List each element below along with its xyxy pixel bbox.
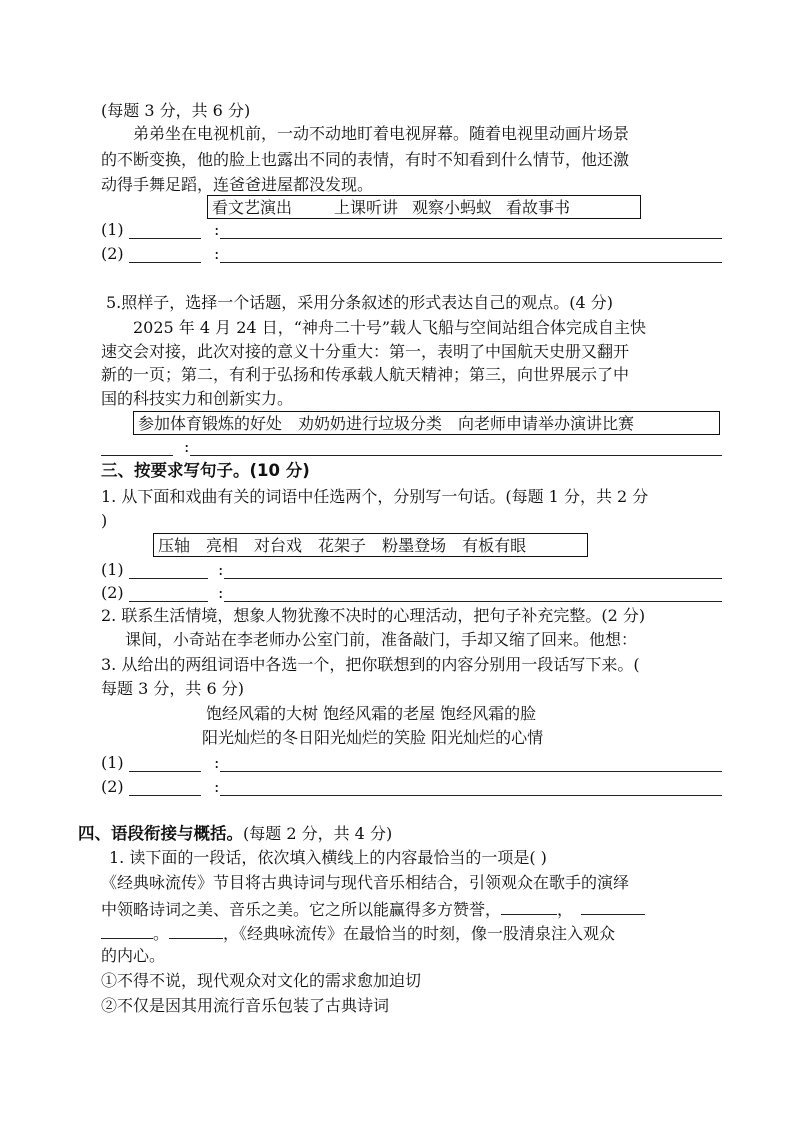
answer-blank-short[interactable]: [129, 262, 201, 263]
s4-q1-text: ，《经典咏流传》在最恰当的时刻，像一股清泉注入观众: [223, 924, 616, 943]
section-4-heading-row: [78, 823, 392, 845]
s3-q2-title: 2. 联系生活情境，想象人物犹豫不决时的心理活动，把句子补充完整。(2 分): [101, 606, 646, 625]
q5-topic: 向老师申请举办演讲比赛: [458, 414, 635, 433]
q4-score-note: (每题 3 分，共 6 分): [101, 101, 251, 120]
s4-q1-title: 1. 读下面的一段话，依次填入横线上的内容最恰当的一项是( ): [109, 848, 547, 867]
s4-q1-text: 中领略诗词之美、音乐之美。它之所以能赢得多方赞誉，: [101, 900, 502, 919]
answer-label: (1): [101, 220, 124, 239]
s4-option: ①不得不说，现代观众对文化的需求愈加迫切: [101, 971, 422, 990]
fill-blank-4[interactable]: [169, 921, 223, 939]
section-4-note: (每题 2 分，共 4 分): [243, 824, 393, 843]
q4-passage-line: 弟弟坐在电视机前，一动不动地盯着电视屏幕。随着电视里动画片场景: [133, 124, 630, 143]
answer-label: (1): [101, 560, 124, 579]
s3-q1-title: 1. 从下面和戏曲有关的词语中任选两个，分别写一句话。(每题 1 分，共 2 分: [101, 487, 649, 506]
answer-blank-short[interactable]: [129, 238, 201, 239]
answer-blank-short[interactable]: [129, 601, 208, 602]
answer-blank-short[interactable]: [129, 771, 201, 772]
s3-q3-group2: 阳光灿烂的冬日阳光灿烂的笑脸 阳光灿烂的心情: [202, 728, 544, 747]
q5-example-line: 速交会对接，此次对接的意义十分重大：第一，表明了中国航天史册又翻开: [101, 342, 630, 361]
answer-blank-short[interactable]: [129, 578, 208, 579]
q4-passage-line: 的不断变换，他的脸上也露出不同的表情，有时不知看到什么情节，他还激: [101, 150, 630, 169]
answer-label: (2): [101, 244, 124, 263]
colon: :: [214, 777, 220, 796]
colon: :: [218, 583, 224, 602]
q5-topics-box: [133, 411, 720, 435]
q4-option: 观察小蚂蚁: [412, 198, 493, 217]
s4-option: ②不仅是因其用流行音乐包装了古典诗词: [101, 996, 390, 1015]
q4-option: 看文艺演出: [212, 198, 293, 217]
q5-example-line: 新的一页；第二，有利于弘扬和传承载人航天精神；第三，向世界展示了中: [101, 365, 630, 384]
fill-blank-3[interactable]: [101, 921, 153, 939]
q5-topic: 参加体育锻炼的好处: [138, 414, 283, 433]
answer-blank[interactable]: [224, 578, 722, 579]
answer-blank-short[interactable]: [129, 795, 201, 796]
colon: :: [214, 753, 220, 772]
answer-blank-short[interactable]: [101, 455, 173, 456]
section-4-heading: 四、语段衔接与概括。: [78, 824, 243, 843]
opera-word: 粉墨登场: [382, 536, 447, 555]
colon: :: [184, 437, 190, 456]
s4-q1-paragraph-line: 的内心。: [101, 946, 166, 965]
fill-blank-2[interactable]: [581, 897, 645, 915]
opera-word: 花架子: [318, 536, 367, 555]
answer-label: (1): [101, 753, 124, 772]
opera-word: 有板有眼: [462, 536, 527, 555]
answer-blank[interactable]: [220, 238, 722, 239]
s3-q1-words-box: [153, 533, 588, 557]
answer-label: (2): [101, 583, 124, 602]
s3-q1-title-cont: ): [101, 511, 108, 530]
answer-blank[interactable]: [224, 601, 722, 602]
section-3-heading: 三、按要求写句子。(10 分): [101, 461, 310, 480]
s4-q1-paragraph-line: 。 ，《经典咏流传》在最恰当的时刻，像一股清泉注入观众: [101, 921, 615, 945]
q5-example-line: 2025 年 4 月 24 日，“神舟二十号”载人飞船与空间站组合体完成自主快: [133, 318, 647, 337]
s3-q3-title: 3. 从给出的两组词语中各选一个，把你联想到的内容分别用一段话写下来。(: [101, 655, 640, 674]
colon: :: [214, 220, 220, 239]
s3-q3-title-cont: 每题 3 分，共 6 分): [101, 679, 244, 698]
opera-word: 对台戏: [254, 536, 303, 555]
q4-passage-line: 动得手舞足蹈，连爸爸进屋都没发现。: [101, 175, 374, 194]
q5-title: 5.照样子，选择一个话题，采用分条叙述的形式表达自己的观点。(4 分): [106, 293, 614, 312]
opera-word: 亮相: [206, 536, 239, 555]
q5-example-line: 国的科技实力和创新实力。: [101, 389, 294, 408]
answer-label: (2): [101, 777, 124, 796]
colon: :: [214, 244, 220, 263]
q4-options-box: [207, 195, 641, 219]
answer-blank[interactable]: [190, 455, 722, 456]
s4-q1-paragraph-line: 中领略诗词之美、音乐之美。它之所以能赢得多方赞誉， ，: [101, 897, 645, 921]
colon: :: [218, 560, 224, 579]
q4-option: 看故事书: [506, 198, 571, 217]
q4-option: 上课听讲: [334, 198, 399, 217]
s3-q3-group1: 饱经风霜的大树 饱经风霜的老屋 饱经风霜的脸: [206, 704, 537, 723]
answer-blank[interactable]: [220, 771, 722, 772]
fill-blank-1[interactable]: [501, 897, 557, 915]
s4-q1-paragraph-line: 《经典咏流传》节目将古典诗词与现代音乐相结合，引领观众在歌手的演绎: [101, 873, 630, 892]
opera-word: 压轴: [158, 536, 191, 555]
q5-topic: 劝奶奶进行垃圾分类: [298, 414, 443, 433]
s3-q2-text: 课间，小奇站在李老师办公室门前，准备敲门，手却又缩了回来。他想：: [125, 630, 638, 649]
answer-blank[interactable]: [220, 795, 722, 796]
answer-blank[interactable]: [220, 262, 722, 263]
